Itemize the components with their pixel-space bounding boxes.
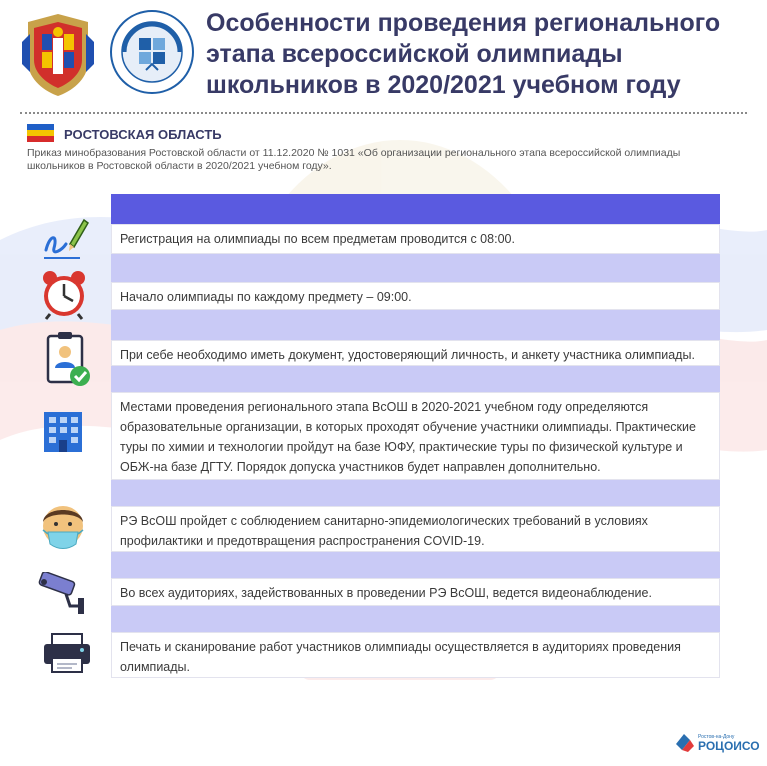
rocoiso-brand-logo [674,730,760,754]
page-title [206,8,746,101]
separator-stripe [111,480,720,506]
list-item: Регистрация на олимпиады по всем предметам проводится с 08:00. [111,224,720,254]
title-line: Особенности проведения регионального [206,9,721,37]
list-item: Во всех аудиториях, задействованных в проведении РЭ ВсОШ, ведется видеонаблюдение. [111,578,720,606]
face-mask-icon [38,500,88,554]
list-item: При себе необходимо иметь документ, удостоверяющий личность, и анкету участника олимпиады. [111,340,720,366]
list-item: Начало олимпиады по каждому предмету – 09:00. [111,282,720,310]
rostov-coat-of-arms-logo [20,12,96,98]
separator-stripe [111,552,720,578]
building-icon [42,410,84,454]
separator-stripe [111,606,720,632]
list-item: Печать и сканирование работ участников олимпиады осуществляется в аудиториях проведения олимпиады. [111,632,720,678]
order-reference: Приказ минобразования Ростовской области от 11.12.2020 № 1031 «Об организации регионального этапа всероссийской олимпиады школьников в Ростовской области в 2020/2021 учебном году». [27,147,681,172]
region-name: РОСТОВСКАЯ ОБЛАСТЬ [64,127,222,142]
alarm-clock-icon [40,268,88,320]
list-item: Местами проведения регионального этапа ВсОШ в 2020-2021 учебном году определяются образовательные организации, в которых проходят обучение участники олимпиады. Практические туры по химии и технологии пройдут на базе ЮФУ, практические туры по физической культуре и ОБЖ-на базе ДГТУ. Порядок допуска участников будет направлен дополнительно. [111,392,720,480]
security-camera-icon [36,572,88,616]
signature-pen-icon [40,214,90,264]
footer-tagline: Ростов-на-Дону [698,734,735,740]
separator-stripe [111,310,720,340]
footer-brand: РОЦОИСО [698,739,760,753]
table-header-stripe [111,194,720,224]
olympiad-logo [110,10,194,94]
header-divider [20,112,747,114]
rostov-flag-icon [27,124,54,142]
separator-stripe [111,254,720,282]
title-line: школьников в 2020/2021 учебном году [206,71,681,99]
title-line: этапа всероссийской олимпиады [206,40,623,68]
printer-icon [42,632,92,674]
separator-stripe [111,366,720,392]
id-badge-icon [44,330,92,388]
list-item: РЭ ВсОШ пройдет с соблюдением санитарно-эпидемиологических требований в условиях профилактики и предотвращения распространения COVID-19. [111,506,720,552]
